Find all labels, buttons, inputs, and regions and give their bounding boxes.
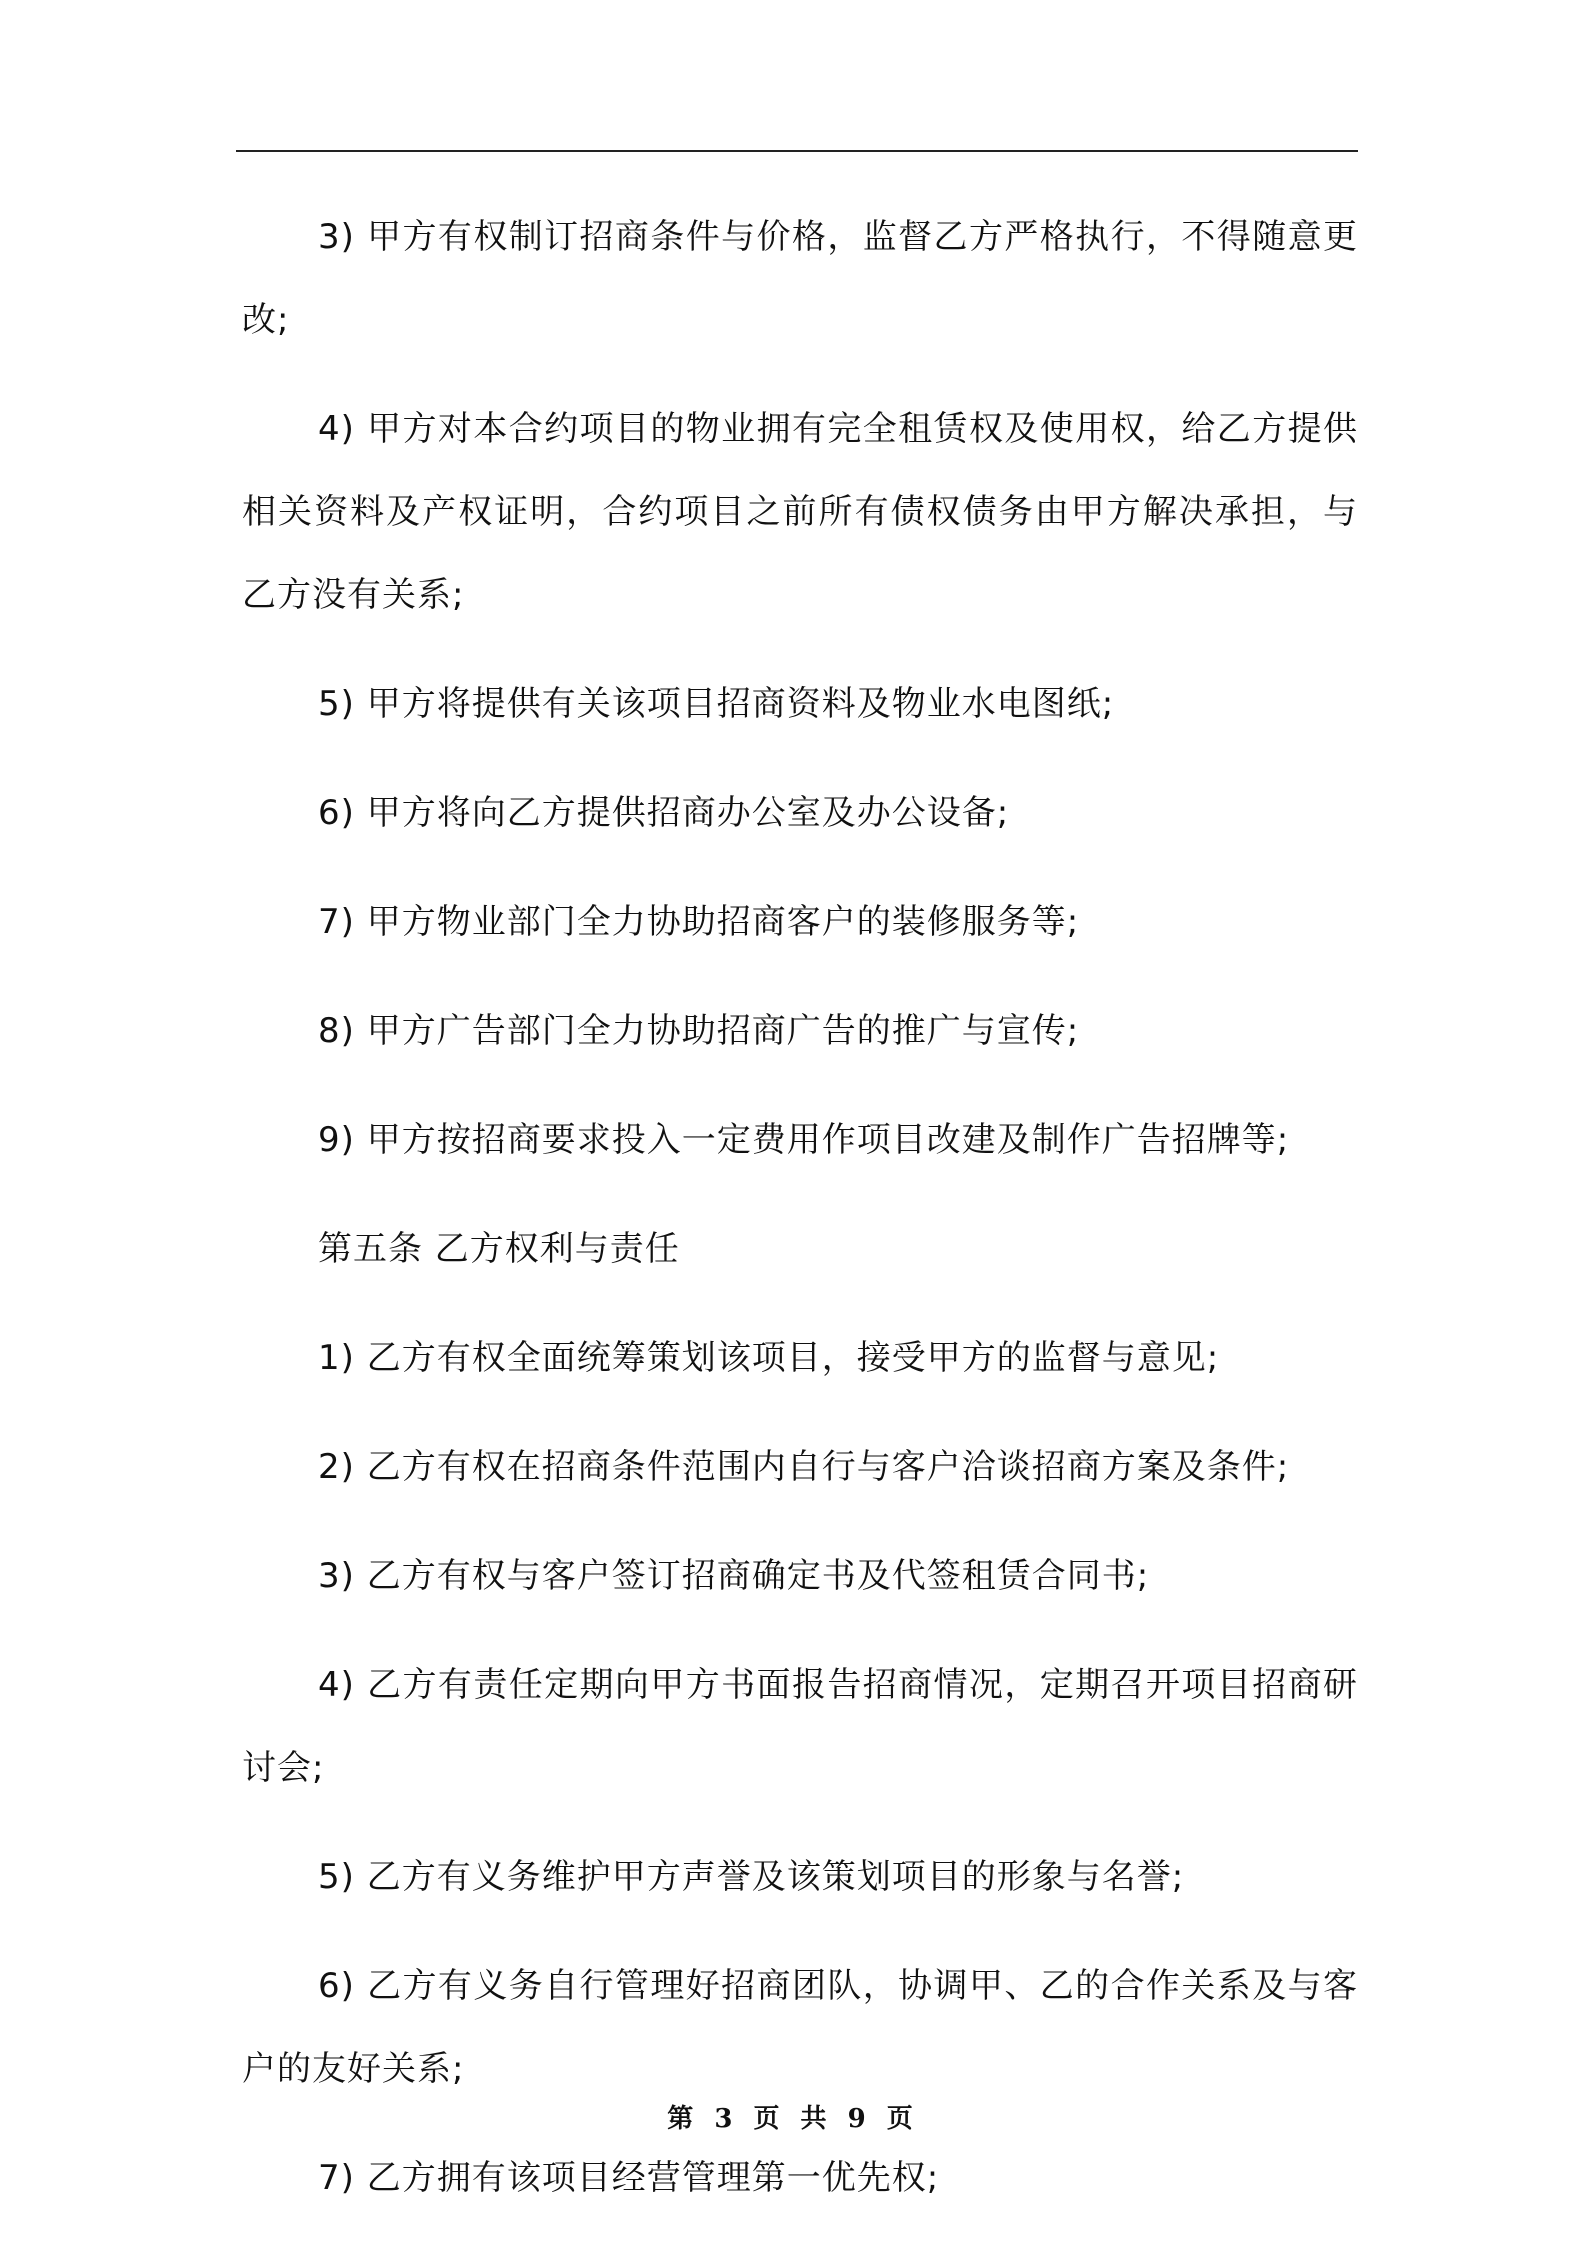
clause-4-paragraph: 4) 甲方对本合约项目的物业拥有完全租赁权及使用权，给乙方提供相关资料及产权证明，合约项目之前所有债权债务由甲方解决承担，与乙方没有关系; xyxy=(242,409,1358,615)
page-number-footer: 第 3 页 共 9 页 xyxy=(667,2104,919,2134)
party-b-clause-1-paragraph: 1) 乙方有权全面统筹策划该项目，接受甲方的监督与意见; xyxy=(318,1338,1220,1378)
party-b-clause-4-paragraph: 4) 乙方有责任定期向甲方书面报告招商情况，定期召开项目招商研讨会; xyxy=(242,1665,1358,1788)
party-b-clause-2-paragraph: 2) 乙方有权在招商条件范围内自行与客户洽谈招商方案及条件; xyxy=(318,1447,1290,1487)
clause-8-paragraph: 8) 甲方广告部门全力协助招商广告的推广与宣传; xyxy=(318,1011,1080,1051)
clause-7-paragraph: 7) 甲方物业部门全力协助招商客户的装修服务等; xyxy=(318,902,1080,942)
clause-3-paragraph: 3) 甲方有权制订招商条件与价格，监督乙方严格执行，不得随意更改; xyxy=(242,217,1358,340)
clause-6-paragraph: 6) 甲方将向乙方提供招商办公室及办公设备; xyxy=(318,793,1010,833)
clause-5-paragraph: 5) 甲方将提供有关该项目招商资料及物业水电图纸; xyxy=(318,684,1115,724)
section-heading: 第五条 乙方权利与责任 xyxy=(318,1229,680,1269)
party-b-clause-6-paragraph: 6) 乙方有义务自行管理好招商团队，协调甲、乙的合作关系及与客户的友好关系; xyxy=(242,1966,1358,2089)
party-b-clause-7-paragraph: 7) 乙方拥有该项目经营管理第一优先权; xyxy=(318,2158,940,2198)
clause-9-paragraph: 9) 甲方按招商要求投入一定费用作项目改建及制作广告招牌等; xyxy=(318,1120,1290,1160)
header-rule xyxy=(236,150,1358,152)
party-b-clause-5-paragraph: 5) 乙方有义务维护甲方声誉及该策划项目的形象与名誉; xyxy=(318,1857,1185,1897)
document-body xyxy=(242,196,1358,2246)
party-b-clause-3-paragraph: 3) 乙方有权与客户签订招商确定书及代签租赁合同书; xyxy=(318,1556,1150,1596)
